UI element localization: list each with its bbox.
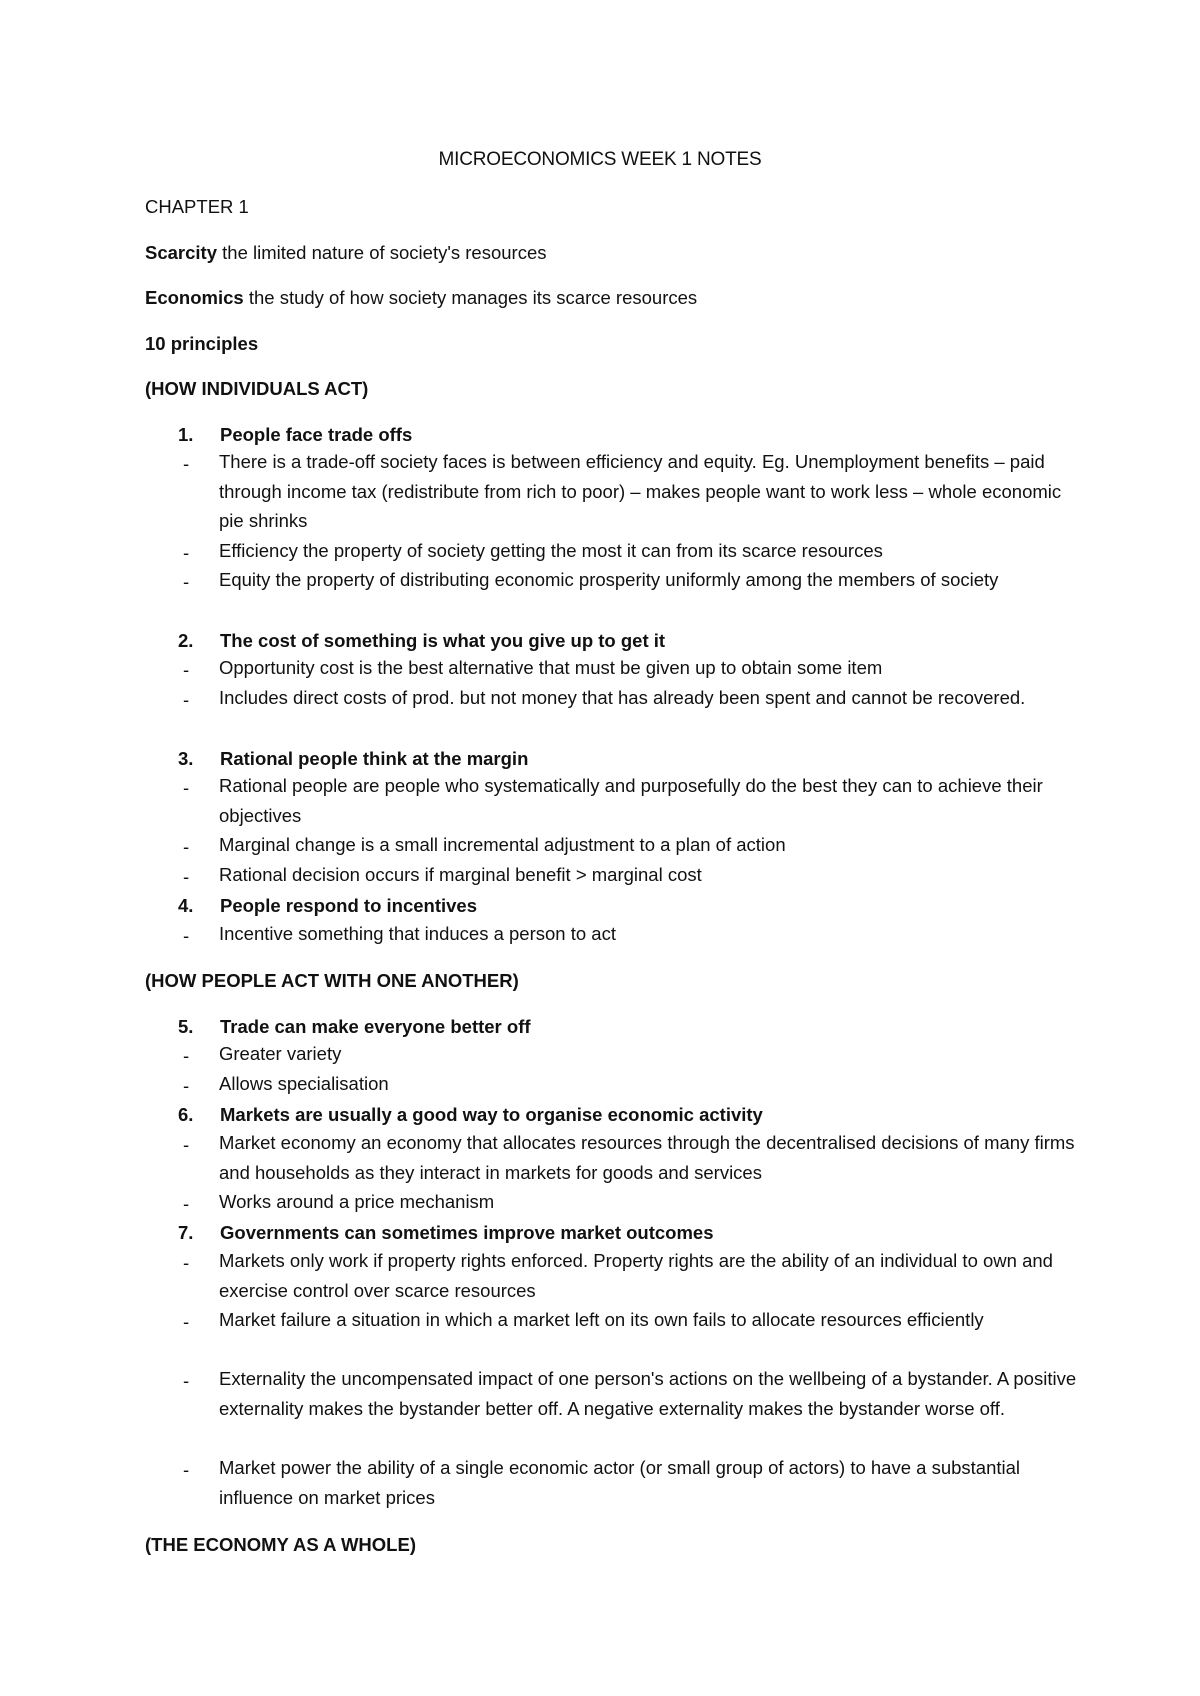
bullet-text: Markets only work if property rights enforced. Property rights are the ability of an individual to own and exercise control over scarce resources <box>219 1250 1053 1301</box>
section-heading: (HOW INDIVIDUALS ACT) <box>145 378 369 399</box>
definition-term: Economics <box>145 287 244 308</box>
bullet-dash: - <box>183 1370 190 1391</box>
bullet-text: Market economy an economy that allocates resources through the decentralised decisions of many firms and households as they interact in markets for goods and services <box>219 1132 1075 1183</box>
bullet-dash: - <box>183 1459 190 1480</box>
bullet-text: Equity the property of distributing economic prosperity uniformly among the members of society <box>219 569 999 590</box>
chapter-label: CHAPTER 1 <box>145 196 249 217</box>
bullet-text: Rational people are people who systematically and purposefully do the best they can to achieve their objectives <box>219 775 1043 826</box>
bullet-dash: - <box>183 1134 190 1155</box>
bullet-dash: - <box>183 777 190 798</box>
bullet-text: Marginal change is a small incremental adjustment to a plan of action <box>219 834 786 855</box>
bullet-dash: - <box>183 689 190 710</box>
bullet-dash: - <box>183 925 190 946</box>
bullet-text: There is a trade-off society faces is between efficiency and equity. Eg. Unemployment benefits – paid through income tax (redistribute from rich to poor) – makes people want to work less – whole economic pie shrinks <box>219 451 1062 531</box>
section-heading: (HOW PEOPLE ACT WITH ONE ANOTHER) <box>145 970 519 991</box>
principle-title: 3. Rational people think at the margin <box>178 748 529 769</box>
definition-economics <box>145 286 697 310</box>
bullet-text: Efficiency the property of society getting the most it can from its scarce resources <box>219 540 883 561</box>
bullet-text: Market power the ability of a single economic actor (or small group of actors) to have a substantial influence on market prices <box>219 1457 1021 1508</box>
principle-title: 7. Governments can sometimes improve market outcomes <box>178 1222 714 1243</box>
bullet-dash: - <box>183 1075 190 1096</box>
bullet-dash: - <box>183 659 190 680</box>
definition-text: the limited nature of society's resources <box>217 242 547 263</box>
bullet-dash: - <box>183 1193 190 1214</box>
principle-title: 2. The cost of something is what you give up to get it <box>178 630 666 651</box>
bullet-text: Includes direct costs of prod. but not money that has already been spent and cannot be recovered. <box>219 687 1026 708</box>
bullet-text: Rational decision occurs if marginal benefit > marginal cost <box>219 864 702 885</box>
bullet-dash: - <box>183 866 190 887</box>
bullet-text: Incentive something that induces a person to act <box>219 923 616 944</box>
document-title: MICROECONOMICS WEEK 1 NOTES <box>438 149 762 170</box>
bullet-text: Greater variety <box>219 1043 342 1064</box>
bullet-dash: - <box>183 571 190 592</box>
principle-title: 1. People face trade offs <box>178 424 413 445</box>
bullet-dash: - <box>183 1045 190 1066</box>
bullet-text: Opportunity cost is the best alternative that must be given up to obtain some item <box>219 657 883 678</box>
bullet-text: Allows specialisation <box>219 1073 389 1094</box>
definition-term: Scarcity <box>145 242 217 263</box>
bullet-dash: - <box>183 836 190 857</box>
principle-title: 4. People respond to incentives <box>178 895 478 916</box>
principle-title: 6. Markets are usually a good way to organise economic activity <box>178 1104 763 1125</box>
bullet-dash: - <box>183 1252 190 1273</box>
bullet-text: Externality the uncompensated impact of one person's actions on the wellbeing of a bystander. A positive externality makes the bystander better off. A negative externality makes the bystander worse off. <box>219 1368 1077 1419</box>
section-heading: (THE ECONOMY AS A WHOLE) <box>145 1534 416 1555</box>
principles-heading: 10 principles <box>145 333 259 354</box>
bullet-dash: - <box>183 453 190 474</box>
bullet-text: Works around a price mechanism <box>219 1191 495 1212</box>
definition-scarcity <box>145 241 547 265</box>
bullet-dash: - <box>183 1311 190 1332</box>
definition-text: the study of how society manages its scarce resources <box>243 287 698 308</box>
bullet-text: Market failure a situation in which a market left on its own fails to allocate resources efficiently <box>219 1309 984 1330</box>
principle-title: 5. Trade can make everyone better off <box>178 1016 531 1037</box>
bullet-dash: - <box>183 542 190 563</box>
